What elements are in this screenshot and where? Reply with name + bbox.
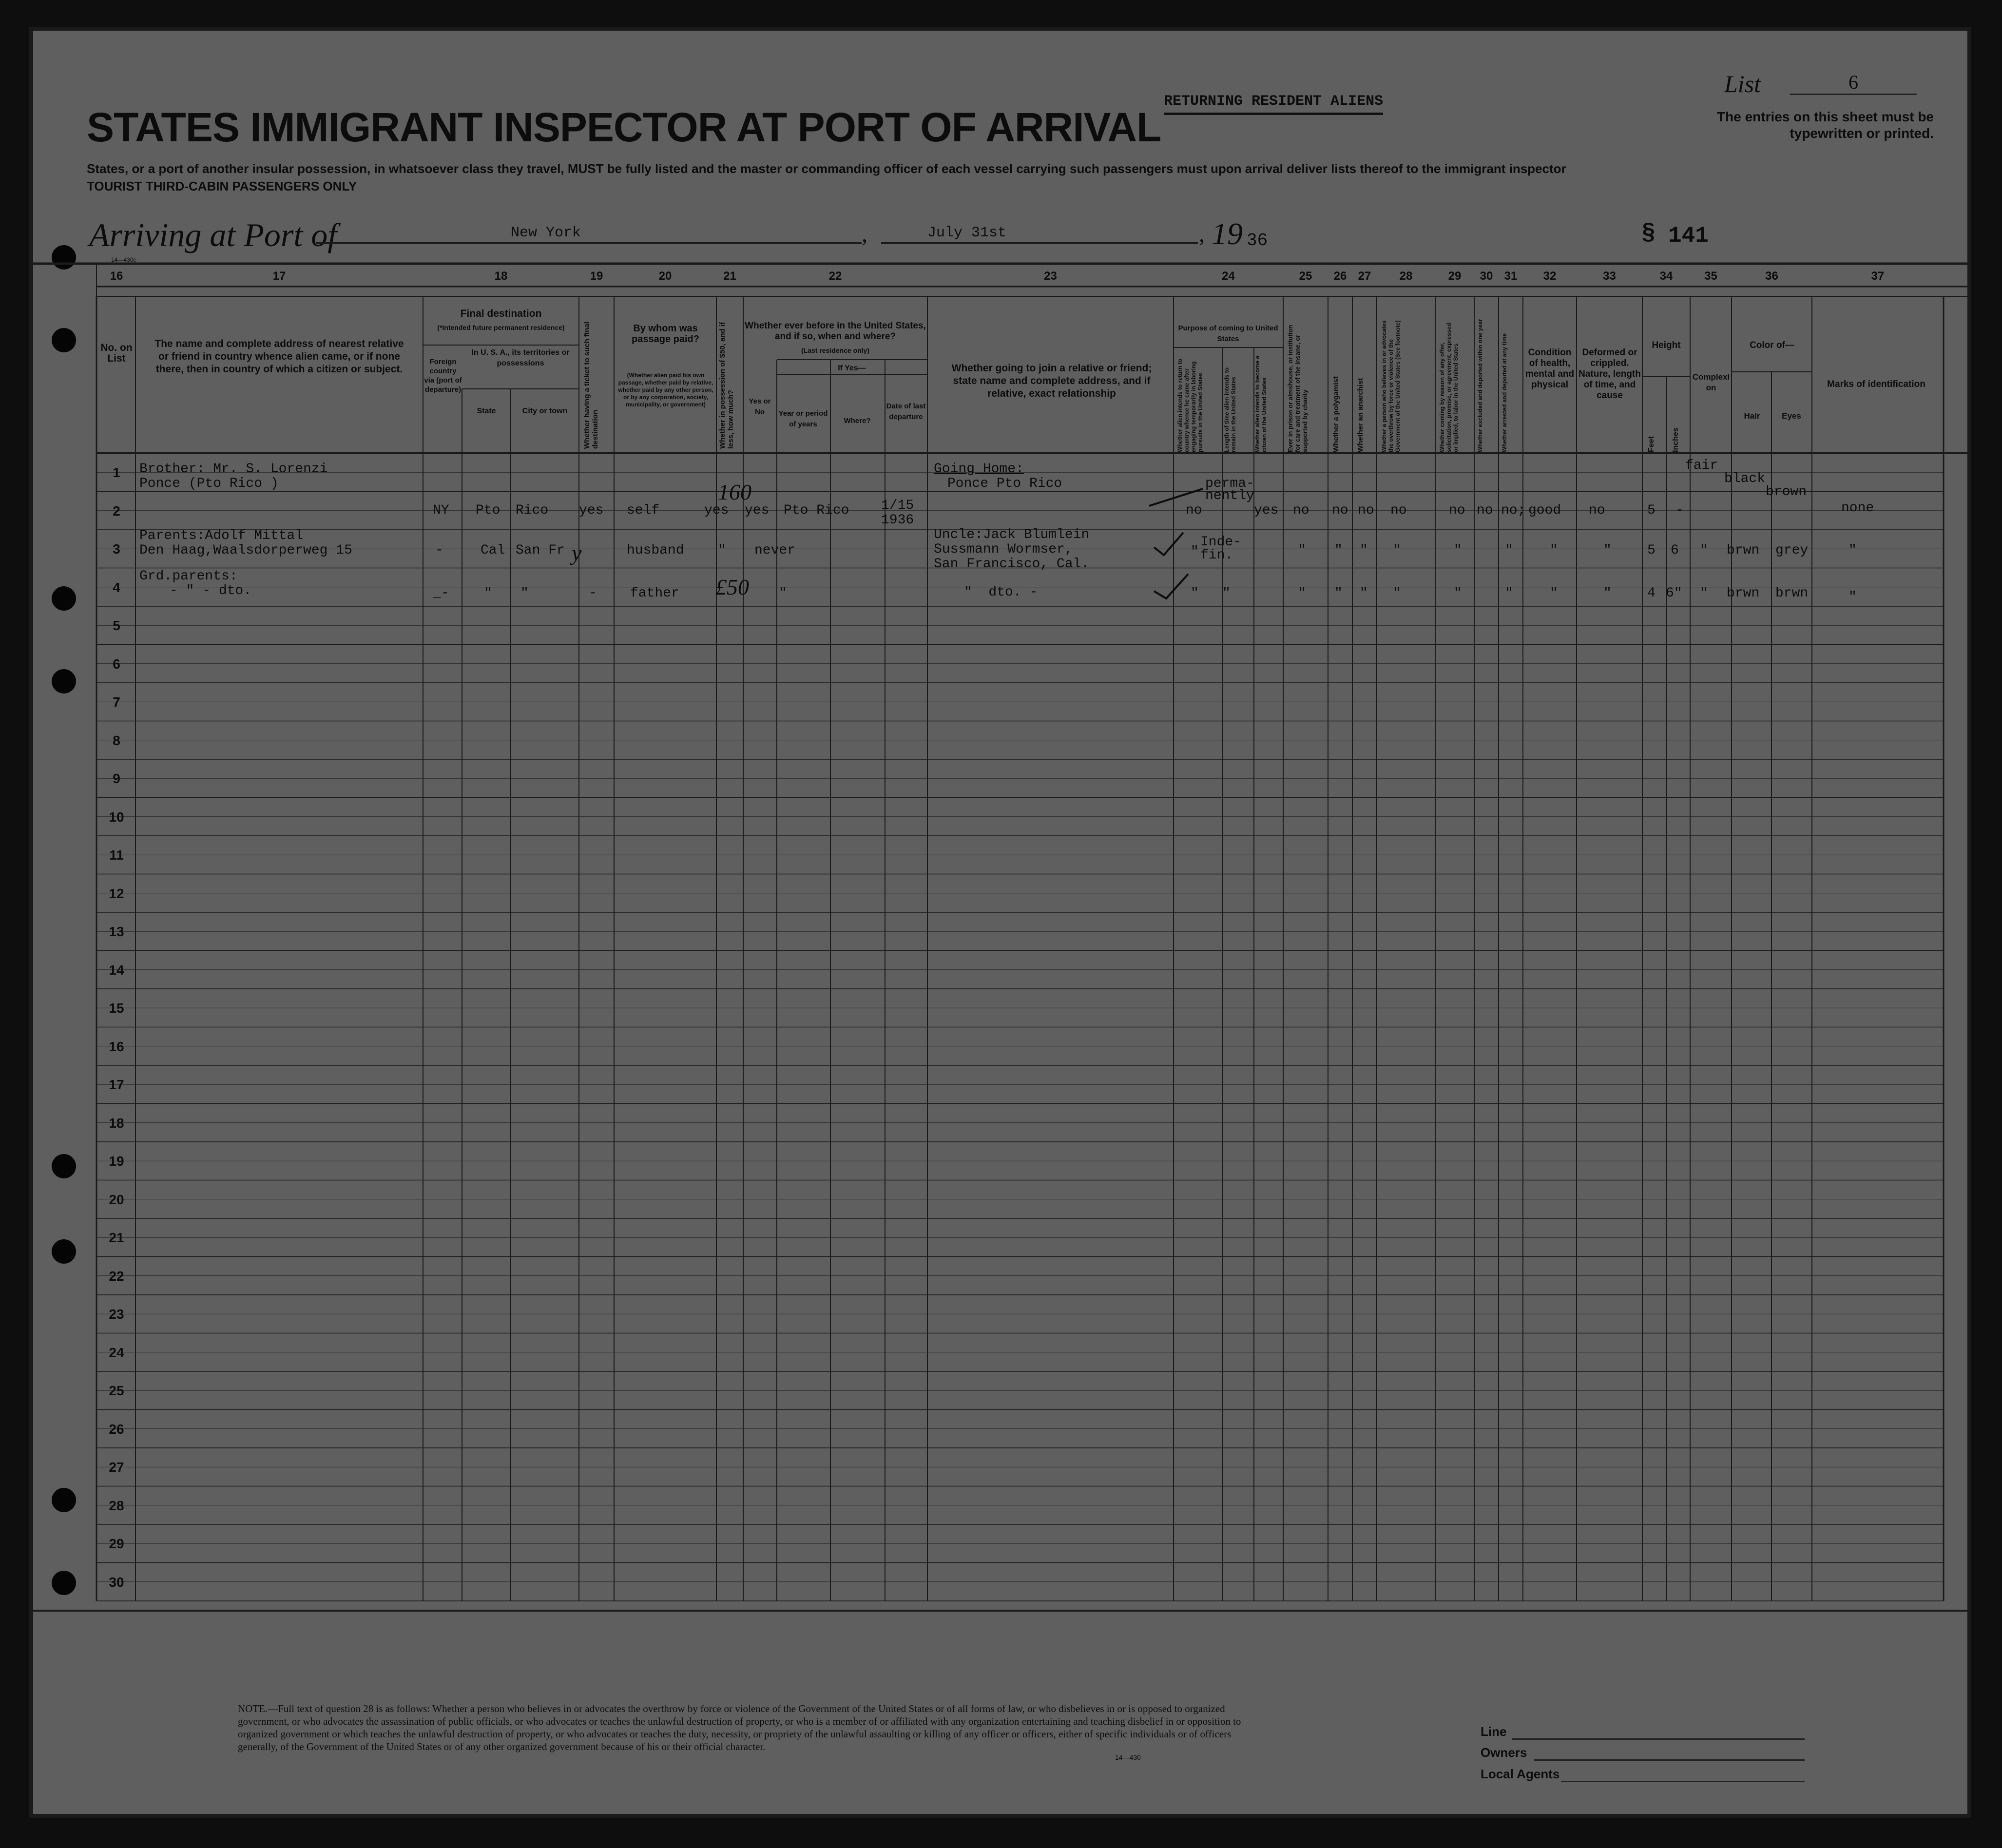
local-agents-field [1561, 1767, 1805, 1782]
list-label: List [1724, 70, 1761, 97]
row1-q26: no [1332, 503, 1348, 518]
row1-before-yes: yes [745, 503, 770, 518]
row3-q29: " [1454, 586, 1462, 601]
row1-q29: no [1449, 503, 1465, 518]
row1-money-yes: yes [704, 503, 729, 518]
sheet-number: 141 [1668, 223, 1709, 249]
row-number: 3 [113, 541, 120, 557]
row1-money-amount: 160 [718, 480, 751, 504]
form-number-top: 14—430e [111, 256, 137, 263]
row2-feet: 5 [1647, 543, 1656, 558]
check-mark [1154, 533, 1183, 555]
row3-relative-name: Grd.parents: [139, 569, 238, 584]
row1-feet: 5 [1647, 503, 1656, 518]
header-city: City or town [522, 407, 568, 415]
row3-complexion: " [1700, 586, 1708, 601]
colnum-23: 23 [1044, 270, 1057, 283]
header-last-departure: Date of last departure [886, 402, 926, 421]
colnum-17: 17 [272, 270, 286, 283]
colnum-16: 16 [110, 270, 123, 283]
row3-health: " [1550, 586, 1558, 601]
row-number: 18 [109, 1115, 124, 1131]
colnum-18: 18 [494, 270, 508, 283]
row3-feet: 4 [1647, 586, 1656, 601]
colnum-24: 24 [1222, 270, 1235, 283]
row3-deformed: " [1603, 586, 1612, 601]
row3-inches: 6" [1666, 586, 1682, 601]
line-label: Line [1481, 1724, 1507, 1739]
row2-before: never [754, 543, 796, 558]
row-number: 20 [109, 1192, 124, 1207]
header-join-relative: Whether going to join a relative or friend; state name and complete address, and if relative, exact relationship [951, 363, 1152, 399]
header-height: Height [1652, 340, 1681, 350]
comma-separator: , [1199, 221, 1205, 247]
header-marks: Marks of identification [1827, 379, 1925, 389]
row-number: 1 [113, 465, 120, 480]
list-number: 6 [1790, 71, 1917, 95]
row2-q26: " [1334, 543, 1343, 558]
header-complexion: Complexion [1692, 372, 1730, 392]
header-health: Condition of health, mental and physical [1525, 347, 1575, 390]
row2-marks: " [1848, 543, 1857, 558]
row3-state: " [484, 586, 492, 601]
header-years: Year or period of years [778, 409, 828, 428]
row-number: 13 [109, 924, 124, 939]
row1-ticket: yes [579, 503, 604, 518]
header-final-destination-sub: (*Intended future permanent residence) [437, 324, 565, 331]
row2-relative-name: Parents:Adolf Mittal [139, 528, 304, 543]
row3-money: £50 [715, 575, 749, 599]
row1-purpose-length-2: nently [1205, 488, 1254, 503]
year-suffix: 36 [1247, 231, 1268, 250]
row-number: 15 [109, 1001, 124, 1016]
port-field: New York [316, 225, 862, 244]
intro-line: States, or a port of another insular possession, in whatsoever class they travel, MUST be fully listed and the master or commanding officer of each vessel carrying such passengers must upon arrival deliver lists thereof to the immigrant inspector [87, 161, 1566, 176]
header-foreign-country: Foreign country via (port of departure) [424, 358, 462, 394]
footnote-question-28: NOTE.—Full text of question 28 is as follows: Whether a person who believes in or advocates the overthrow by force or violence of the Government of the United States or of all forms of law, or who disbelieves in or is opposed to organized government, or who advocates the assassination of public officials, or who advocates or teaches the unlawful destruction of property, or who is a member of or affiliated with any organization entertaining and teaching disbelief in or opposition to organized government or which teaches the unlawful destruction of property, or who advocates or teaches the duty, necessity, or propriety of the unlawful assaulting or killing of any officer or officers, either of specific individuals or of officers generally, of the Government of the United States or of any other organized government because of his or their official character. [238, 1703, 1241, 1752]
page-title: STATES IMMIGRANT INSPECTOR AT PORT OF ARRIVAL [87, 104, 1161, 150]
row3-relative-address: - " - dto. [170, 583, 252, 598]
row1-q25: no [1293, 503, 1309, 518]
row1-complexion: fair [1685, 458, 1718, 473]
colnum-31: 31 [1504, 270, 1518, 283]
row-number: 7 [113, 694, 120, 710]
row2-q31: " [1505, 543, 1513, 558]
row2-ticket: y [572, 540, 582, 565]
header-inches: Inches [1672, 427, 1680, 452]
manifest-sheet [29, 27, 1971, 1818]
header-color-of: Color of— [1750, 340, 1794, 350]
row3-ticket: - [589, 586, 597, 601]
header-anarchist: Whether an anarchist [1356, 378, 1365, 452]
local-agents-label: Local Agents [1481, 1767, 1560, 1781]
row-number: 4 [113, 579, 120, 595]
row2-health: " [1550, 543, 1558, 558]
row3-q27: " [1360, 586, 1368, 601]
header-feet: Feet [1647, 436, 1656, 452]
header-eyes: Eyes [1782, 411, 1801, 421]
row3-purpose-length: " [1222, 586, 1231, 601]
row2-city: San Fr [516, 543, 565, 558]
row1-marks: none [1841, 500, 1874, 516]
row-number: 26 [109, 1421, 124, 1437]
header-usa-territories: In U. S. A., its territories or possessions [471, 348, 570, 367]
header-purpose-return: Whether alien intends to return to country whence he came after engaging temporarily in laboring pursuits in the United States [1176, 358, 1204, 452]
year-prefix: 19 [1212, 216, 1243, 251]
row3-foreign-port: _- [433, 586, 449, 601]
row2-hair: brwn [1727, 543, 1760, 558]
row-number: 24 [109, 1345, 124, 1360]
handwritten-check-marks [1144, 460, 1213, 606]
header-purpose-citizen: Whether alien intends to become a citizen of the United States [1254, 355, 1268, 452]
comma-separator: , [862, 221, 867, 247]
row2-relative-address: Den Haag,Waalsdorperweg 15 [139, 543, 352, 558]
row-number: 12 [109, 886, 124, 901]
row2-state: Cal [481, 543, 505, 558]
row-number: 6 [113, 656, 120, 672]
arriving-label: Arriving at Port of [89, 216, 337, 253]
colnum-26: 26 [1333, 270, 1347, 283]
row3-purpose-return: " [1191, 586, 1199, 601]
manifest-grid [33, 31, 1971, 1818]
row2-purpose-length-1: Inde- [1200, 535, 1242, 550]
row-number: 28 [109, 1498, 124, 1513]
row3-marks: " [1848, 590, 1857, 605]
returning-resident-stamp: RETURNING RESIDENT ALIENS [1164, 93, 1383, 115]
row1-join-heading: Going Home: [934, 462, 1024, 477]
row2-purpose-return: " [1191, 544, 1199, 559]
header-excluded: Whether excluded and deported within one year [1477, 319, 1483, 452]
row1-eyes: brown [1766, 484, 1807, 500]
row-number: 25 [109, 1383, 124, 1398]
row-number: 8 [113, 732, 120, 748]
row1-foreign-port: NY [433, 503, 449, 518]
row1-q27: no [1358, 503, 1374, 518]
row1-purpose-length-1: perma- [1205, 476, 1254, 491]
row1-state: Pto [476, 503, 500, 518]
header-labor-offer: Whether coming by reason of any offer, solicitation, promise, or agreement, expressed or implied, to labor in the United States [1439, 323, 1459, 452]
row1-health: good [1528, 503, 1561, 518]
row2-q29: " [1454, 543, 1462, 558]
row-number: 27 [109, 1460, 124, 1475]
colnum-27: 27 [1358, 270, 1371, 283]
row-number: 5 [113, 618, 120, 633]
colnum-19: 19 [590, 270, 603, 283]
row-number: 16 [109, 1039, 124, 1054]
row3-city: " [520, 586, 529, 601]
owners-field [1534, 1746, 1805, 1761]
date-field: July 31st [881, 225, 1198, 244]
row2-join-city: San Francisco, Cal. [934, 557, 1090, 572]
owners-label: Owners [1481, 1745, 1527, 1760]
form-number: 14—430 [1115, 1753, 1141, 1761]
row-number: 11 [109, 847, 124, 863]
row1-city: Rico [516, 503, 549, 518]
line-field [1512, 1725, 1805, 1740]
row2-passage-paid: husband [627, 543, 684, 558]
row1-citizen: yes [1254, 503, 1279, 518]
header-arrested: Whether arrested and deported at any time [1501, 333, 1508, 452]
row-number: 2 [113, 503, 120, 519]
row1-join-address: Ponce Pto Rico [947, 476, 1062, 491]
colnum-25: 25 [1299, 270, 1312, 283]
row2-join-name: Sussmann Wormser, [934, 542, 1073, 557]
row2-inches: 6 [1671, 543, 1679, 558]
colnum-28: 28 [1399, 270, 1413, 283]
colnum-21: 21 [723, 270, 736, 283]
row2-q28: " [1393, 543, 1401, 558]
colnum-20: 20 [658, 270, 672, 283]
row1-deformed: no [1589, 503, 1605, 518]
section-mark: § [1641, 221, 1656, 247]
row2-money: " [718, 543, 726, 558]
colnum-22: 22 [828, 270, 842, 283]
header-nearest-relative: The name and complete address of nearest relative or friend in country whence alien came, or if none there, then in country of which a citizen or subject. [154, 338, 404, 375]
row3-join: " dto. - [964, 585, 1038, 600]
row1-departure-date: 1/15 [881, 498, 914, 513]
header-final-destination: Final destination [460, 308, 542, 319]
row2-complexion: " [1700, 543, 1708, 558]
row1-passage-paid: self [627, 503, 660, 518]
colnum-33: 33 [1603, 270, 1616, 283]
row1-hair: black [1724, 471, 1766, 486]
header-money: Whether in possession of $50, and if less, how much? [718, 322, 735, 449]
row-number: 10 [109, 809, 124, 825]
header-passage-paid: By whom was passage paid? [632, 323, 699, 345]
header-yes-no: Yes or No [749, 397, 771, 416]
row-number: 23 [109, 1307, 124, 1322]
row1-q28: no [1390, 503, 1407, 518]
check-mark [1149, 489, 1203, 506]
row3-passage-paid: father [630, 586, 679, 601]
row3-eyes: brwn [1775, 586, 1809, 601]
row1-inches: - [1675, 503, 1684, 518]
row-number: 19 [109, 1154, 124, 1169]
header-no-on-list: No. on List [100, 342, 133, 364]
row-number: 17 [109, 1077, 124, 1092]
colnum-35: 35 [1704, 270, 1717, 283]
header-ever-before: Whether ever before in the United States, and if so, when and where? [745, 321, 926, 342]
row2-q25: " [1298, 543, 1306, 558]
colnum-32: 32 [1543, 270, 1557, 283]
check-mark [1154, 574, 1188, 598]
row-number: 21 [109, 1230, 124, 1245]
colnum-34: 34 [1659, 270, 1673, 283]
row1-before-where: Pto Rico [784, 503, 849, 518]
row3-q25: " [1298, 586, 1306, 601]
header-if-yes: If Yes— [838, 364, 866, 372]
header-purpose-length: Length of time alien intends to remain in the United States [1223, 367, 1237, 452]
row1-relative-address: Ponce (Pto Rico ) [139, 476, 279, 491]
row2-foreign-port: - [435, 543, 443, 558]
row1-q30: no [1477, 503, 1493, 518]
row3-before: " [779, 586, 787, 601]
header-prison: Ever in prison or almshouse, or institution for care and treatment of the insane, or supported by charity [1287, 325, 1309, 452]
row1-purpose-return: no [1186, 503, 1202, 518]
header-where: Where? [844, 417, 871, 425]
row1-relative-name: Brother: Mr. S. Lorenzi [139, 462, 328, 477]
header-overthrow: Whether a person who believes in or advocates the overthrow by force or violence of the Government of the United States (See footnote) [1381, 320, 1401, 452]
header-state: State [477, 407, 496, 415]
header-ever-before-sub: (Last residence only) [801, 346, 870, 354]
row3-q28: " [1393, 586, 1401, 601]
row1-q31: no; [1501, 503, 1526, 518]
row-number: 30 [109, 1574, 124, 1590]
header-polygamist: Whether a polygamist [1332, 376, 1340, 452]
row3-hair: brwn [1727, 586, 1760, 601]
row3-q26: " [1334, 586, 1343, 601]
header-ticket: Whether having a ticket to such final destination [583, 322, 599, 449]
row2-q27: " [1360, 543, 1368, 558]
header-passage-paid-sub: (Whether alien paid his own passage, whether paid by relative, whether paid by any other person, or by any corporation, society, municipality, or government) [618, 372, 713, 408]
colnum-29: 29 [1448, 270, 1462, 283]
row1-departure-year: 1936 [881, 513, 914, 528]
row2-purpose-length-2: fin. [1200, 548, 1233, 563]
colnum-30: 30 [1480, 270, 1493, 283]
row-number: 22 [109, 1268, 124, 1284]
header-hair: Hair [1744, 411, 1760, 421]
colnum-37: 37 [1871, 270, 1885, 283]
row-number: 29 [109, 1536, 124, 1551]
header-purpose: Purpose of coming to United States [1178, 324, 1278, 343]
sheet-instructions: The entries on this sheet must be typewritten or printed. [1717, 109, 1934, 141]
row2-deformed: " [1603, 543, 1612, 558]
row2-eyes: grey [1775, 543, 1809, 558]
row2-join-uncle: Uncle:Jack Blumlein [934, 527, 1090, 542]
header-deformed: Deformed or crippled. Nature, length of time, and cause [1578, 347, 1641, 401]
row-number: 9 [113, 771, 120, 786]
row3-q31: " [1505, 586, 1513, 601]
colnum-36: 36 [1765, 270, 1778, 283]
row-number: 14 [109, 962, 124, 978]
tourist-class-line: TOURIST THIRD-CABIN PASSENGERS ONLY [87, 179, 357, 193]
